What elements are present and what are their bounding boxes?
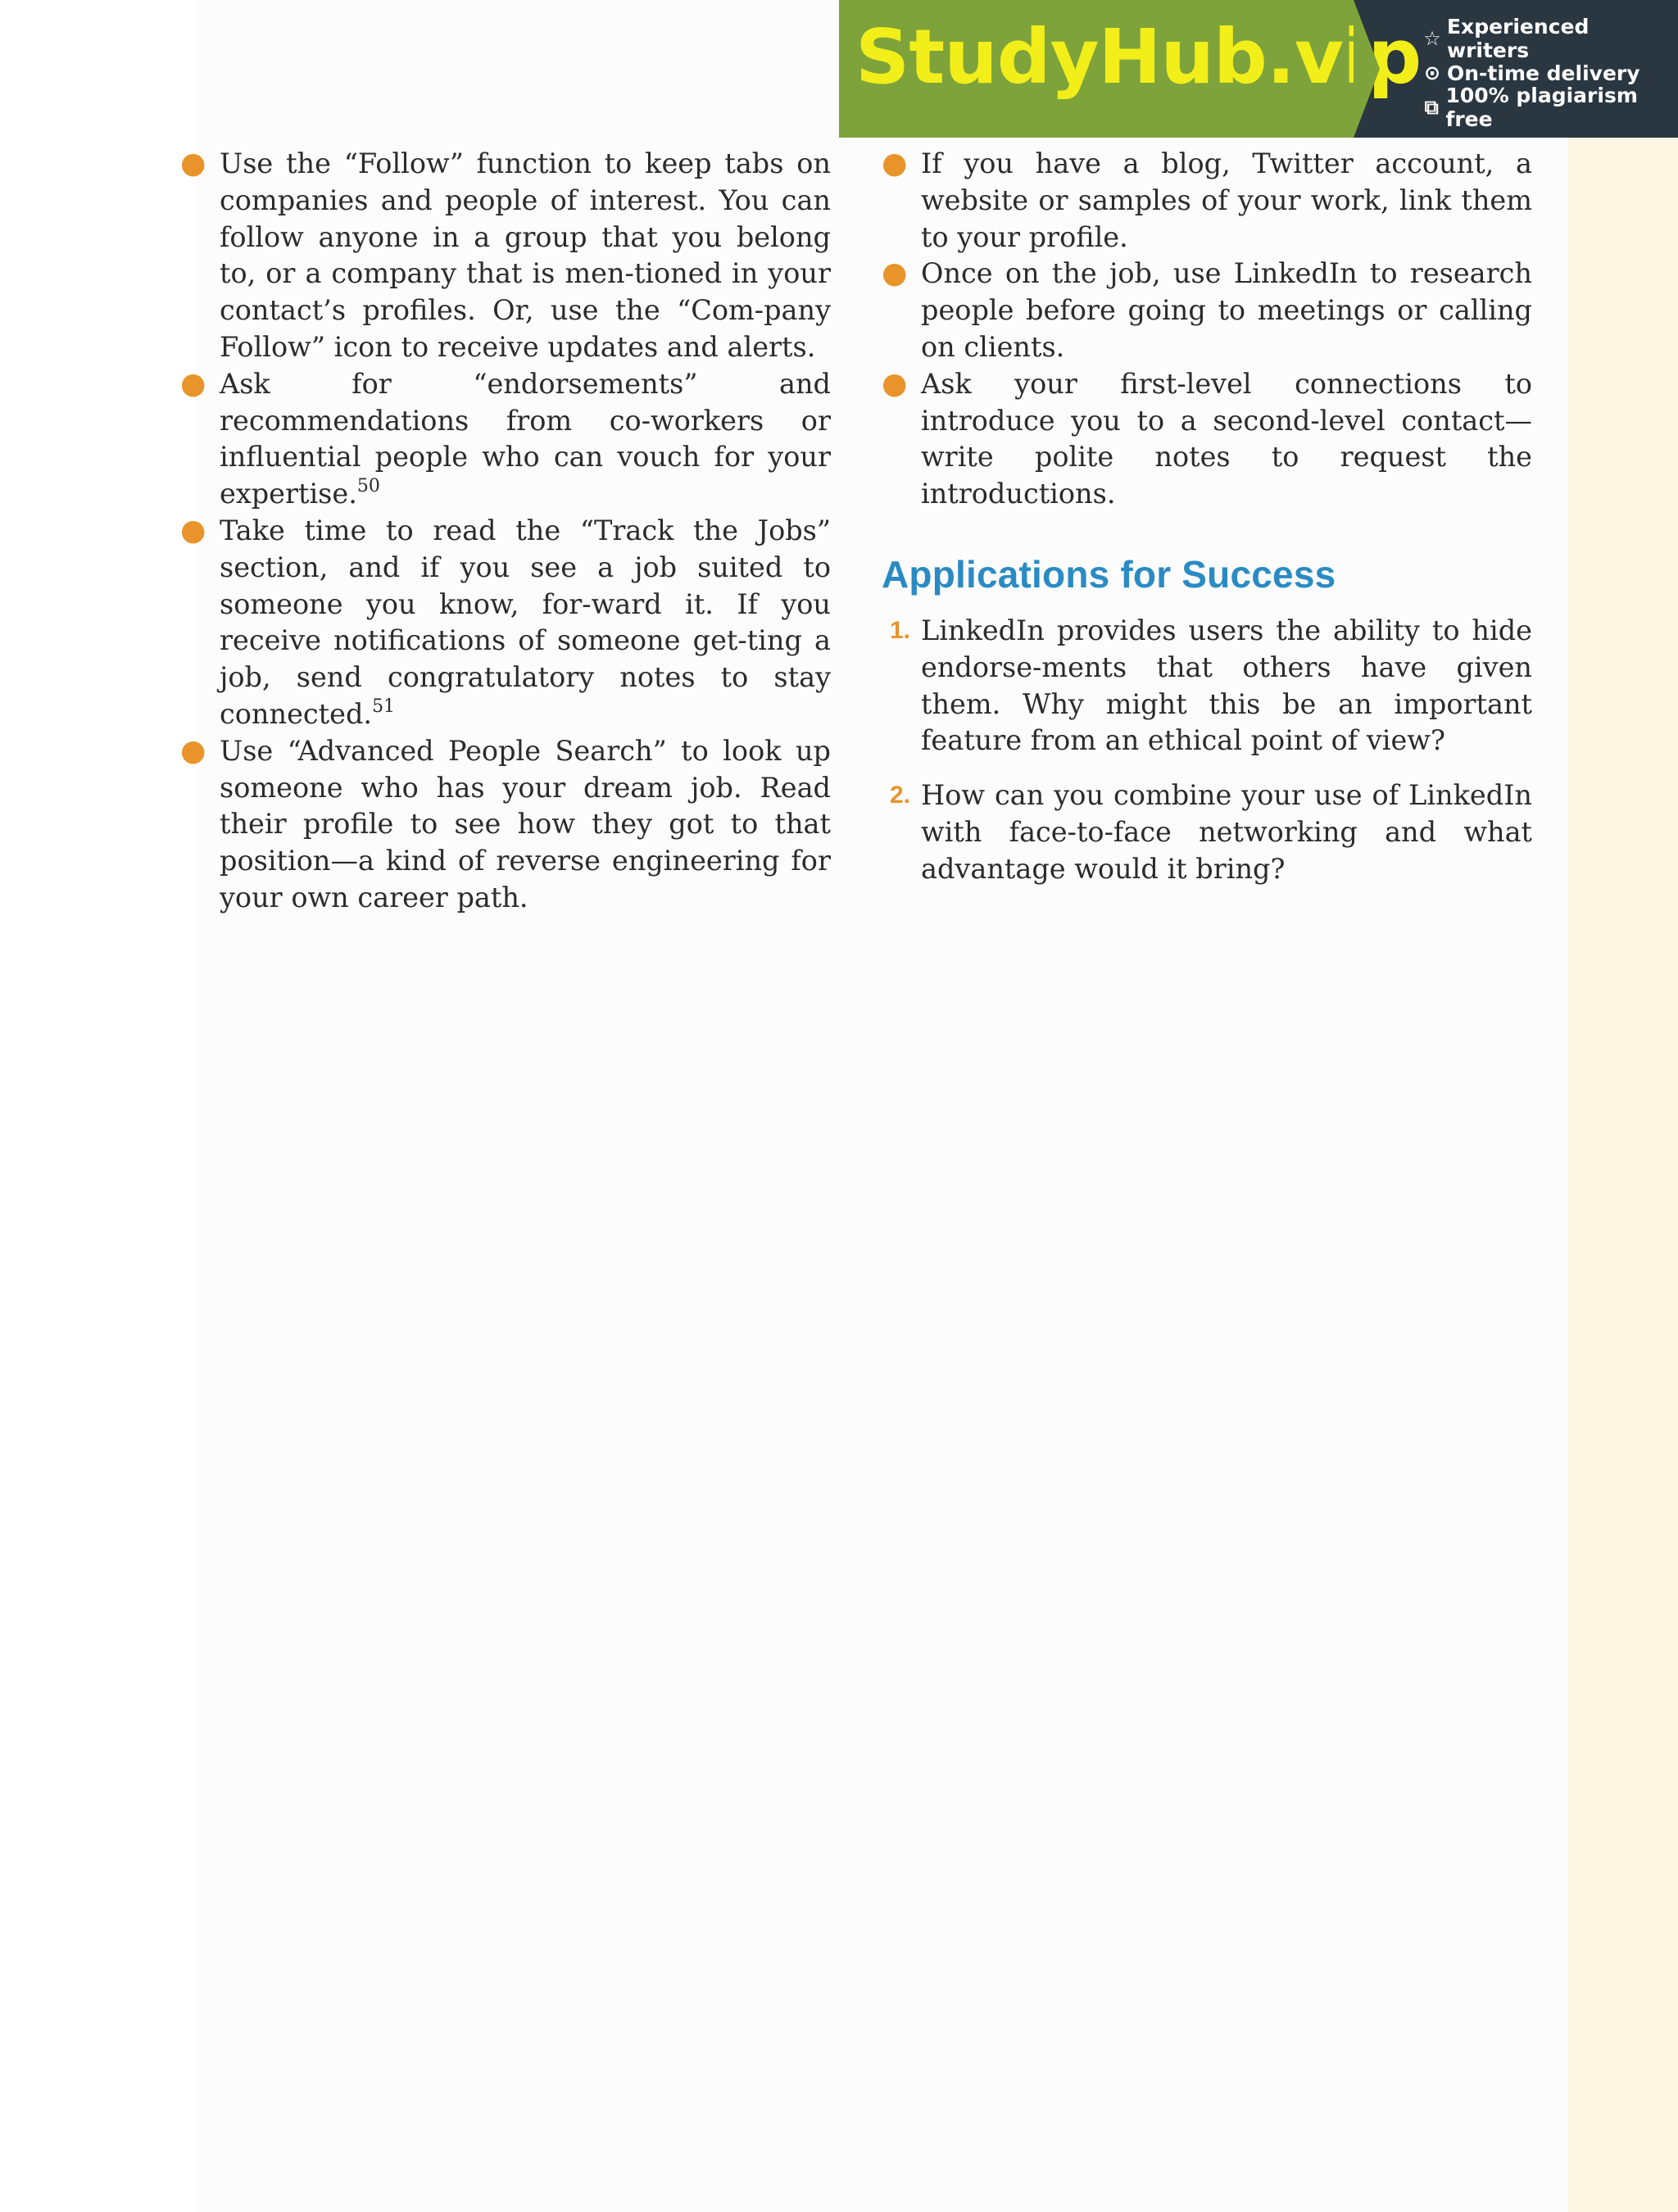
list-item (170, 366, 831, 513)
questions-list (872, 613, 1532, 888)
question-item (872, 777, 1532, 887)
list-item-text: Once on the job, use LinkedIn to research people before going to meetings or calling on clients. (921, 257, 1532, 363)
footnote-ref: 50 (356, 476, 380, 497)
list-item-text: If you have a blog, Twitter account, a website or samples of your work, link them to your profile. (921, 147, 1532, 253)
bullet-icon: ● (180, 366, 206, 401)
feature-experienced-writers (1421, 15, 1678, 62)
bullet-icon: ● (180, 147, 206, 180)
section-heading: Applications for Success (882, 552, 1336, 596)
list-item (170, 513, 831, 733)
list-item-text: Ask for “endorsements” and recommendations from co-workers or influential people who can vouch for your expertise. (220, 367, 831, 510)
question-text: How can you combine your use of LinkedIn with face-to-face networking and what advantage would it bring? (921, 779, 1532, 885)
question-number: 2. (890, 782, 911, 809)
banner-chevron (1354, 0, 1380, 138)
clock-icon: ⊙ (1423, 61, 1441, 84)
page-edge-strip (1567, 0, 1678, 2212)
list-item (872, 256, 1532, 365)
tips-list-right (872, 146, 1532, 513)
banner-brand-panel (839, 0, 1422, 138)
studyhub-banner[interactable] (839, 0, 1678, 138)
left-column (170, 146, 831, 917)
list-item-text: Use the “Follow” function to keep tabs on companies and people of interest. You can follow anyone in a group that you belong to, or a company that is men-tioned in your contact’s profiles. Or, use the “Com-pany Follow” icon to receive updates and alerts. (220, 147, 831, 363)
right-column (872, 146, 1532, 906)
question-item (872, 613, 1532, 759)
bullet-icon: ● (180, 733, 206, 768)
brand-logo-text[interactable]: StudyHub.vip (855, 13, 1422, 101)
list-item (872, 366, 1532, 513)
bullet-icon: ● (180, 513, 206, 547)
footnote-ref: 51 (372, 696, 396, 717)
copy-icon: ⧉ (1424, 96, 1439, 119)
question-number: 1. (890, 616, 911, 644)
star-icon: ☆ (1423, 27, 1441, 50)
question-text: LinkedIn provides users the ability to hide endorse-ments that others have given them. Why might this be an important feature from an ethical point of view? (921, 614, 1532, 757)
list-item-text: Take time to read the “Track the Jobs” section, and if you see a job suited to someone you know, for-ward it. If you receive notifications of someone get-ting a job, send congratulatory notes to stay connected. (220, 514, 831, 730)
list-item (170, 733, 831, 917)
list-item-text: Use “Advanced People Search” to look up someone who has your dream job. Read their profile to see how they got to that position—a kind of reverse engineering for your own career path. (220, 734, 831, 913)
list-item (170, 146, 831, 366)
feature-plagiarism-free (1421, 84, 1678, 131)
list-item-text: Ask your first-level connections to introduce you to a second-level contact—write polite notes to request the introductions. (921, 367, 1532, 510)
list-item (872, 146, 1532, 256)
tips-list-left (170, 146, 831, 917)
feature-label: 100% plagiarism free (1445, 84, 1638, 131)
bullet-icon: ● (882, 366, 908, 401)
bullet-icon: ● (882, 256, 908, 291)
bullet-icon: ● (882, 147, 908, 180)
feature-label: On-time delivery (1447, 61, 1640, 85)
feature-label: Experienced writers (1446, 15, 1590, 62)
